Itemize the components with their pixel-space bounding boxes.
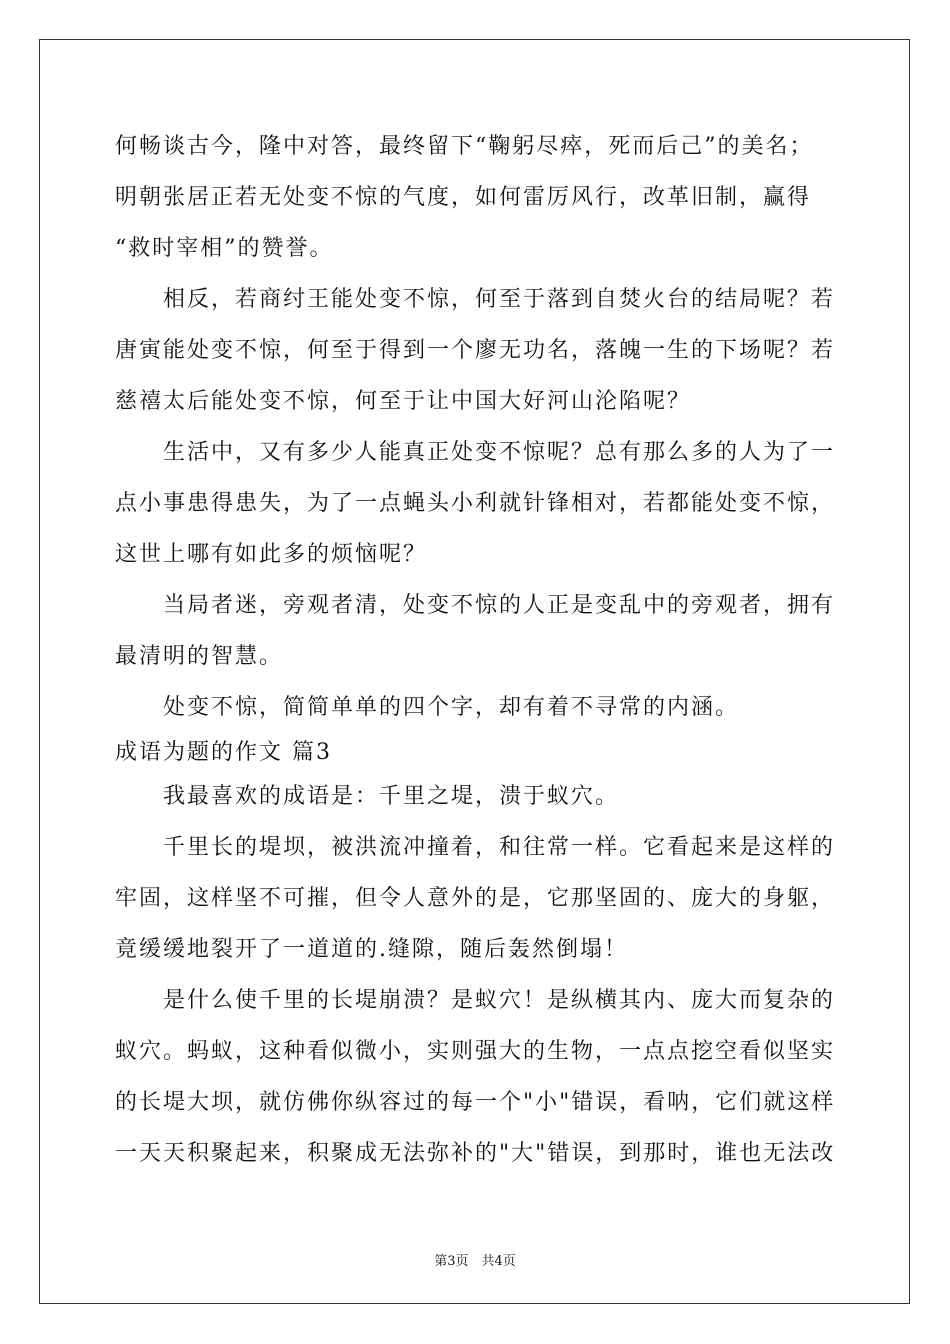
text-line: 竟缓缓地裂开了一道道的.缝隙，随后轰然倒塌！ bbox=[115, 937, 628, 962]
text-line: 生活中，又有多少人能真正处变不惊呢？总有那么多的人为了一 bbox=[115, 440, 836, 465]
text-line: 慈禧太后能处变不惊，何至于让中国大好河山沦陷呢？ bbox=[115, 389, 692, 414]
text-line: 相反，若商纣王能处变不惊，何至于落到自焚火台的结局呢？若 bbox=[115, 287, 836, 312]
text-line: 蚁穴。蚂蚁，这种看似微小，实则强大的生物，一点点挖空看似坚实 bbox=[115, 1039, 836, 1064]
text-line: 牢固，这样坚不可摧，但令人意外的是，它那坚固的、庞大的身躯， bbox=[115, 886, 836, 911]
text-line: 点小事患得患失，为了一点蝇头小利就针锋相对，若都能处变不惊， bbox=[115, 491, 836, 516]
text-line: 处变不惊，简简单单的四个字，却有着不寻常的内涵。 bbox=[115, 695, 740, 720]
text-line: 的长堤大坝，就仿佛你纵容过的每一个"小"错误，看呐，它们就这样 bbox=[115, 1090, 836, 1115]
text-line: 千里长的堤坝，被洪流冲撞着，和往常一样。它看起来是这样的 bbox=[115, 835, 836, 860]
text-line: 一天天积聚起来，积聚成无法弥补的"大"错误，到那时，谁也无法改 bbox=[115, 1141, 836, 1166]
text-line: 明朝张居正若无处变不惊的气度，如何雷厉风行，改革旧制，赢得 bbox=[115, 185, 812, 210]
text-line: 是什么使千里的长堤崩溃？是蚁穴！是纵横其内、庞大而复杂的 bbox=[115, 988, 836, 1013]
section-heading: 成语为题的作文 篇3 bbox=[115, 740, 332, 765]
text-line: 最清明的智慧。 bbox=[115, 644, 284, 669]
page-number-footer: 第3页 共4页 bbox=[434, 1254, 516, 1269]
text-line: 唐寅能处变不惊，何至于得到一个廖无功名，落魄一生的下场呢？若 bbox=[115, 338, 836, 363]
text-line: “救时宰相”的赞誉。 bbox=[115, 236, 334, 261]
text-line: 何畅谈古今，隆中对答，最终留下“鞠躬尽瘁，死而后己”的美名； bbox=[115, 134, 814, 159]
text-line: 这世上哪有如此多的烦恼呢？ bbox=[115, 542, 428, 567]
text-line: 我最喜欢的成语是：千里之堤，溃于蚁穴。 bbox=[115, 784, 620, 809]
text-line: 当局者迷，旁观者清，处变不惊的人正是变乱中的旁观者，拥有 bbox=[115, 593, 836, 618]
